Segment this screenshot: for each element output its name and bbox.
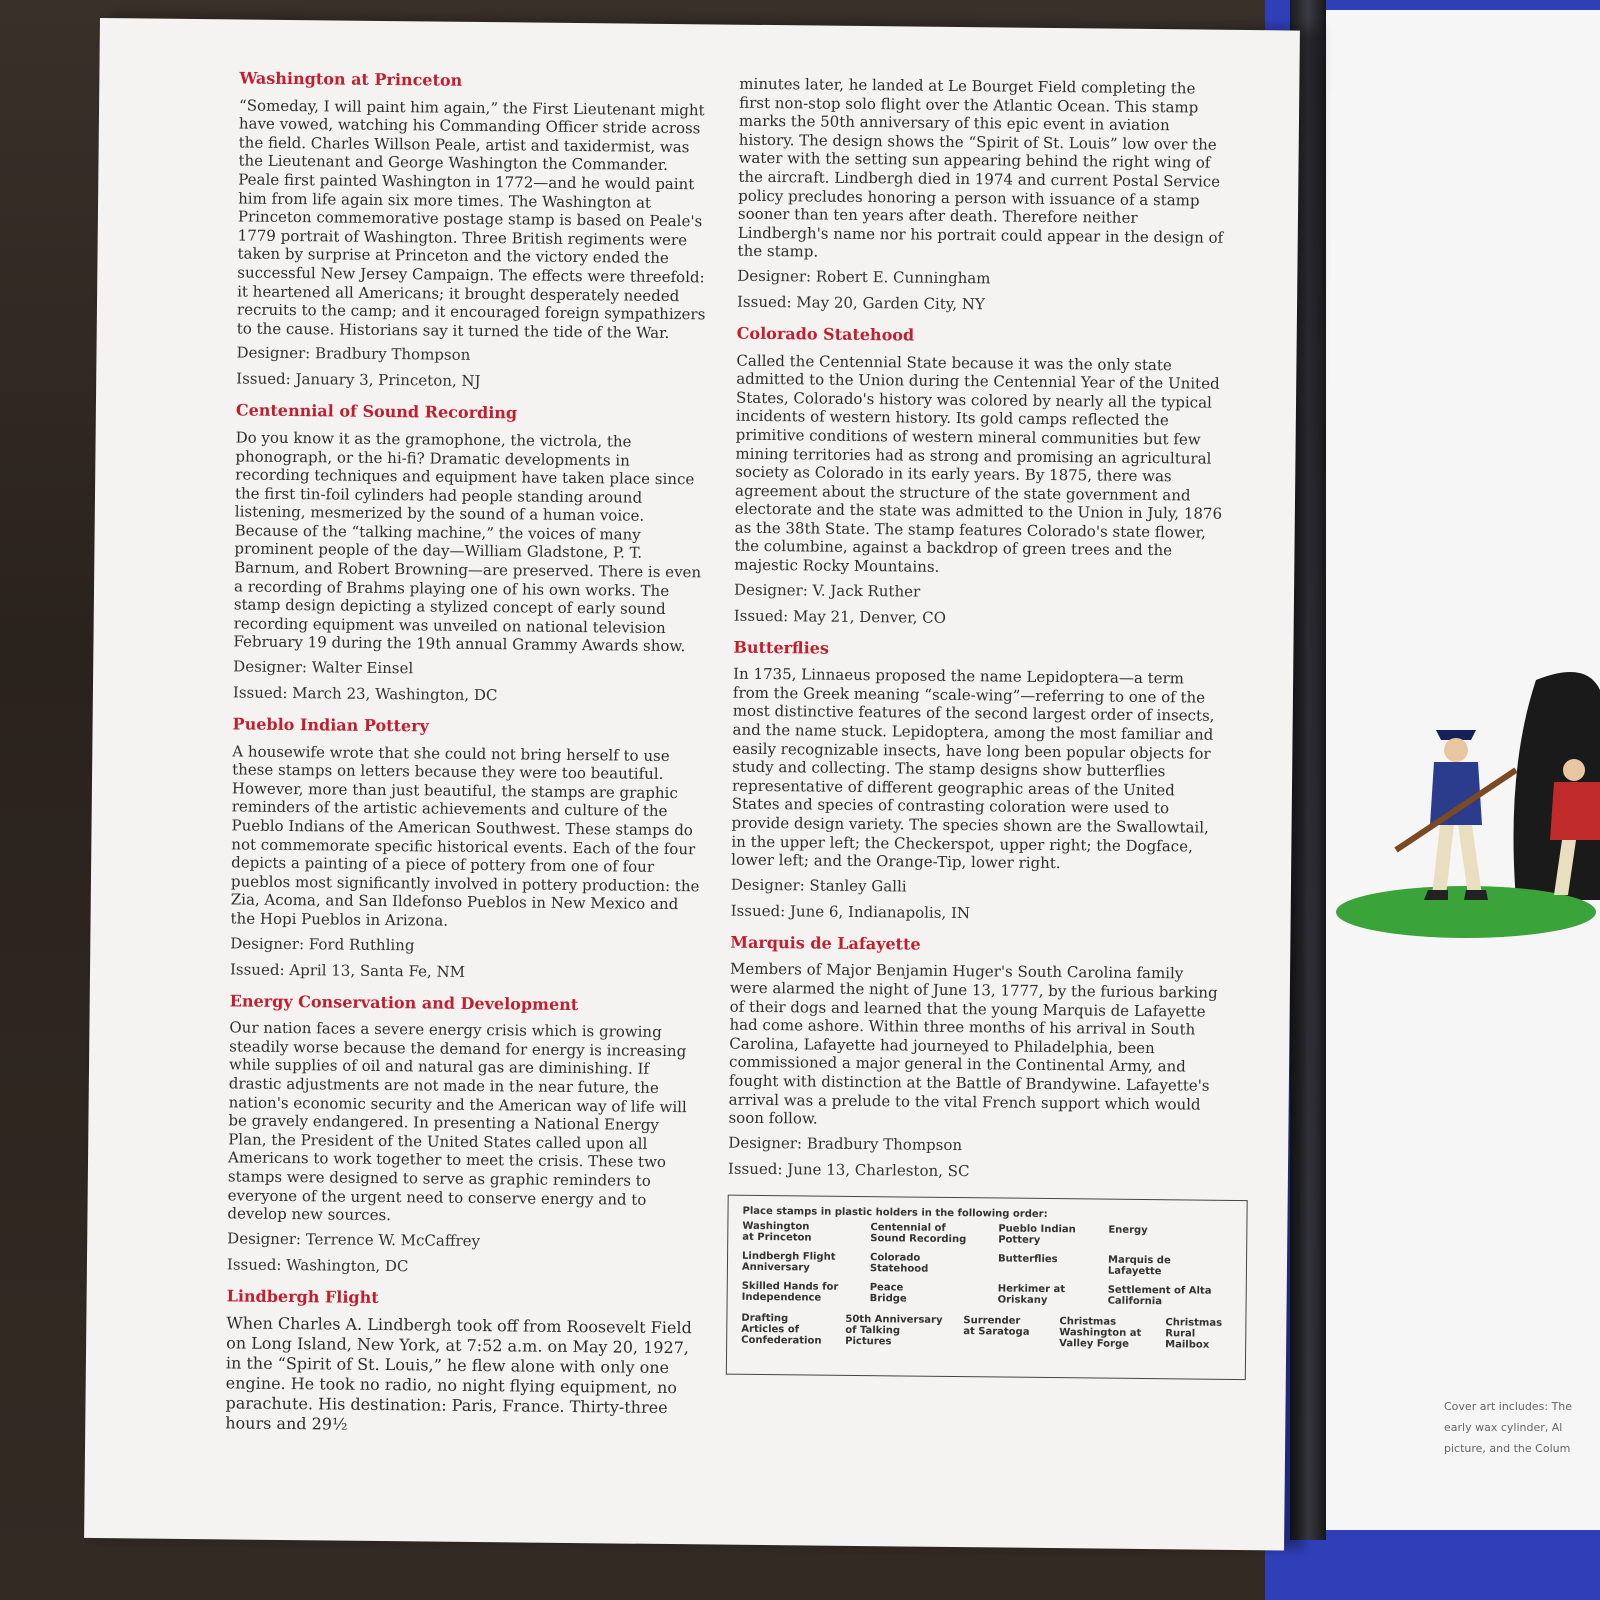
caption-line: Cover art includes: The (1444, 1400, 1573, 1413)
article-body: minutes later, he landed at Le Bourget Field completing the first non-stop solo flight over the Atlantic Ocean. This stamp marks the 50th anniversary of this epic event in aviation history. The design shows the “Spirit of St. Louis” low over the water with the setting sun appearing behind the right wing of the aircraft. Lindbergh died in 1974 and current Postal Service policy precludes honoring a person with issuance of a stamp sooner than ten years after death. Therefore neither Lindbergh's name nor his portrait could appear in the design of the stamp. (737, 74, 1224, 261)
order-item: Skilled Hands for Independence (741, 1280, 839, 1304)
article-body: “Someday, I will paint him again,” the First Lieutenant might have vowed, watching his Commanding Officer stride across the field. Charles Willson Peale, artist and taxidermist, was the Lieutenant and George Washington the Commander. Peale first painted Washington in 1772—and he would paint him from life again six more times. The Washington at Princeton commemorative postage stamp is based on Peale's 1779 portrait of Washington. Three British regiments were taken by surprise at Princeton and the victory ended the successful New Jersey Campaign. The effects were threefold: it heartened all Americans; it brought desperately needed recruits to the camp; and it encouraged foreign sympathizers to the cause. Historians say it turned the tide of the War. (236, 96, 706, 342)
article-body: A housewife wrote that she could not bring herself to use these stamps on letters because they were too beautiful. However, more than just beautiful, the stamps are graphic reminders of the artistic achievements and culture of the Pueblo Indians of the American Southwest. These stamps do not commemorate specific historical events. Each of the four depicts a painting of a piece of pottery from one of four pueblos most significantly involved in pottery production: the Zia, Acoma, and San Ildefonso Pueblos in New Mexico and the Hopi Pueblos in Arizona. (230, 742, 700, 930)
article-issued: Issued: June 6, Indianapolis, IN (730, 901, 971, 922)
order-item: Centennial of Sound Recording (870, 1222, 967, 1246)
article-issued: Issued: May 20, Garden City, NY (736, 292, 985, 314)
article-washington-princeton (236, 69, 709, 394)
article-body: When Charles A. Lindbergh took off from Roosevelt Field on Long Island, New York, at 7:52 a.m. on May 20, 1927, in the “Spirit of St. Louis,” he flew alone with only one engine. He took no radio, no night flying equipment, no parachute. His destination: Paris, France. Thirty-three hours and 29½ (225, 1313, 692, 1434)
order-item: Christmas Rural Mailbox (1165, 1317, 1223, 1351)
left-column (225, 69, 709, 1450)
article-sound-recording (233, 402, 706, 709)
article-designer: Designer: Terrence W. McCaffrey (227, 1229, 481, 1250)
article-body: Members of Major Benjamin Huger's South Carolina family were alarmed the night of June 13, 1777, by the furious barking of their dogs and learned that the young Marquis de Lafayette had come ashore. Within three months of his arrival in South Carolina, Lafayette had journeyed to Philadelphia, been commissioned a major general in the Continental Army, and fought with distinction at the Battle of Brandywine. Lafayette's arrival was a prelude to the vital French support which would soon follow. (728, 960, 1218, 1128)
article-colorado (734, 325, 1227, 632)
article-lindbergh (225, 1287, 697, 1439)
order-item: Butterflies (997, 1253, 1058, 1266)
order-item: Marquis de Lafayette (1107, 1254, 1171, 1278)
article-title: Pueblo Indian Pottery (232, 714, 429, 736)
article-title: Washington at Princeton (239, 68, 463, 90)
article-issued: Issued: May 21, Denver, CO (733, 606, 947, 627)
cover-art-soldiers (1336, 650, 1600, 970)
right-column (728, 75, 1230, 1197)
article-body: Our nation faces a severe energy crisis which is growing steadily worse because the demand for energy is increasing while supplies of oil and natural gas are diminishing. If drastic adjustments are not made in the near future, the nation's economic security and the American way of life will be gravely endangered. In presenting a National Energy Plan, the President of the United States called upon all Americans to work together to meet the crisis. These two stamps were designed to serve as graphic reminders to everyone of the urgent need to conserve energy and to develop new sources. (227, 1018, 687, 1225)
order-item: Settlement of Alta California (1107, 1284, 1212, 1308)
order-item: Washington at Princeton (742, 1220, 812, 1244)
order-item: Peace Bridge (869, 1282, 907, 1305)
article-designer: Designer: V. Jack Ruther (733, 580, 921, 601)
article-issued: Issued: June 13, Charleston, SC (727, 1159, 970, 1180)
order-item: Christmas Washington at Valley Forge (1059, 1316, 1142, 1350)
order-item: Pueblo Indian Pottery (998, 1223, 1076, 1246)
article-title: Lindbergh Flight (226, 1286, 379, 1307)
order-grid (741, 1221, 1232, 1366)
article-designer: Designer: Ford Ruthling (230, 933, 415, 954)
order-item: Energy (1108, 1224, 1148, 1237)
article-pueblo-pottery (230, 715, 703, 984)
caption-line: early wax cylinder, Al (1444, 1421, 1563, 1434)
order-box-title: Place stamps in plastic holders in the following order: (742, 1205, 1048, 1220)
article-title: Marquis de Lafayette (730, 932, 921, 954)
booklet-left-page (84, 18, 1300, 1550)
cover-art-caption (1444, 1396, 1600, 1459)
article-title: Butterflies (733, 637, 829, 658)
stamp-order-box (726, 1195, 1248, 1380)
article-issued: Issued: April 13, Santa Fe, NM (229, 959, 466, 981)
article-body: In 1735, Linnaeus proposed the name Lepidoptera—a term from the Greek meaning “scale-wing”—referring to one of the most distinctive features of the second largest order of insects, and the name stuck. Lepidoptera, among the most familiar and easily recognizable insects, have long been popular objects for study and collecting. The stamp designs show butterflies representative of different geographic areas of the United States and species of contrasting coloration were used to provide design variety. The species shown are the Swallowtail, in the upper left; the Checkerspot, upper right; the Dogface, lower left; and the Orange-Tip, lower right. (731, 664, 1215, 873)
article-issued: Issued: Washington, DC (226, 1255, 409, 1275)
article-lindbergh-continued (737, 75, 1229, 318)
article-designer: Designer: Stanley Galli (730, 875, 907, 896)
article-designer: Designer: Robert E. Cunningham (737, 266, 991, 288)
order-item: Drafting Articles of Confederation (741, 1312, 822, 1347)
order-item: Surrender at Saratoga (963, 1315, 1030, 1338)
article-title: Colorado Statehood (736, 323, 915, 345)
order-item: Herkimer at Oriskany (997, 1283, 1066, 1306)
article-issued: Issued: January 3, Princeton, NJ (236, 369, 481, 391)
caption-line: picture, and the Colum (1444, 1442, 1571, 1455)
order-item: Lindbergh Flight Anniversary (741, 1250, 836, 1274)
article-body: Called the Centennial State because it was the only state admitted to the Union during the Centennial Year of the United States, Colorado's history was colored by nearly all the typical incidents of western history. Its gold camps reflected the primitive conditions of western mineral communities but few mining territories had as strong and promising an agricultural society as Colorado in its early years. By 1875, there was agreement about the structure of the state government and electorate and the state was admitted to the Union in July, 1876 as the 38th State. The stamp features Colorado's state flower, the columbine, against a backdrop of green trees and the majestic Rocky Mountains. (734, 351, 1223, 576)
article-designer: Designer: Bradbury Thompson (236, 343, 471, 365)
article-title: Centennial of Sound Recording (235, 400, 518, 423)
article-butterflies (731, 638, 1224, 926)
order-item: 50th Anniversary of Talking Pictures (845, 1313, 943, 1348)
article-designer: Designer: Walter Einsel (233, 657, 414, 678)
article-issued: Issued: March 23, Washington, DC (232, 683, 498, 705)
article-body: Do you know it as the gramophone, the victrola, the phonograph, or the hi-fi? Dramatic developments in recording techniques and equipment have taken place since the first tin-foil cylinders had people standing around listening, mesmerized by the sound of a human voice. Because of the “talking machine,” the voices of many prominent people of the day—William Gladstone, P. T. Barnum, and Robert Browning—are preserved. There is even a recording of Brahms playing one of his own works. The stamp design depicting a stylized concept of early sound recording equipment was unveiled on national television February 19 during the 19th annual Grammy Awards show. (233, 428, 702, 656)
article-energy (227, 992, 700, 1280)
article-title: Energy Conservation and Development (229, 990, 579, 1014)
article-designer: Designer: Bradbury Thompson (728, 1133, 963, 1154)
article-lafayette (728, 933, 1221, 1184)
order-item: Colorado Statehood (869, 1252, 929, 1275)
